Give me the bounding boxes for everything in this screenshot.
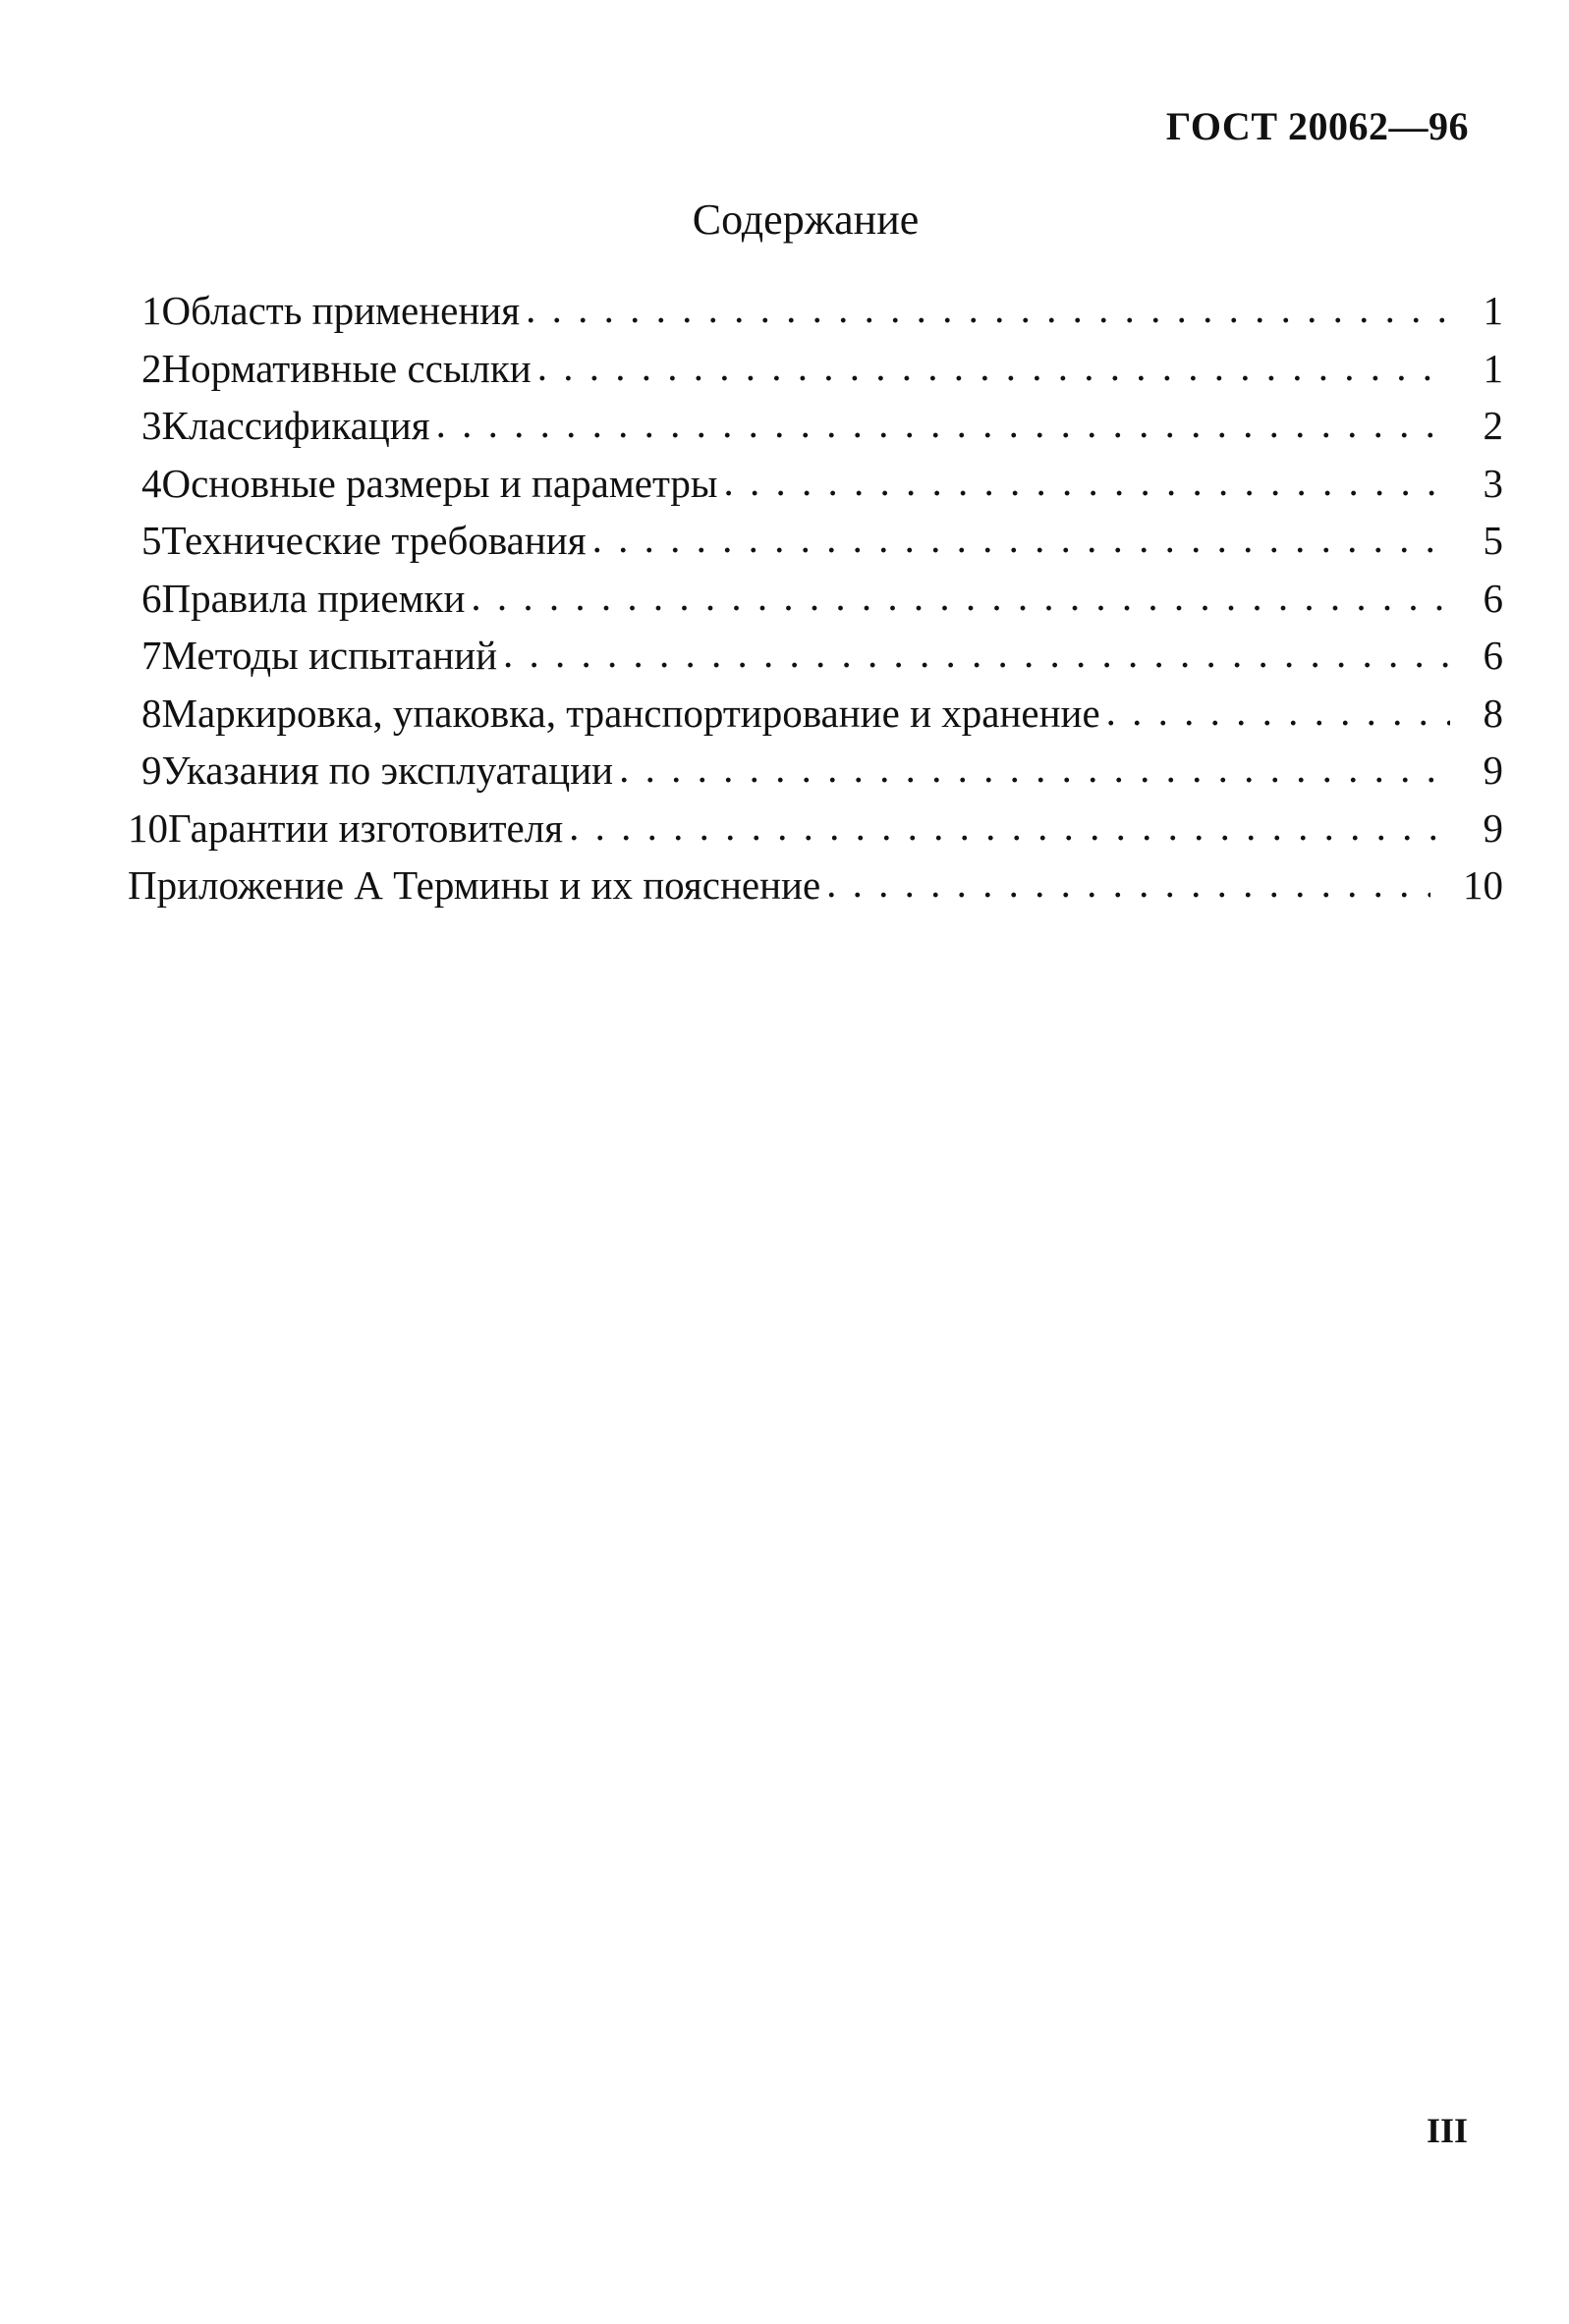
toc-leader-dots: [1106, 688, 1450, 735]
toc-item-page: 9: [1483, 804, 1503, 851]
document-code: ГОСТ 20062—96: [1165, 104, 1469, 148]
toc-item[interactable]: [128, 402, 1503, 460]
toc-item-label: Технические требования: [161, 518, 587, 563]
toc-item-number: 3: [141, 403, 162, 448]
toc-item-page: 8: [1483, 690, 1503, 736]
toc-item[interactable]: [128, 287, 1503, 345]
toc-item-label: Гарантии изготовителя: [168, 804, 564, 851]
toc-item-number: 1: [141, 288, 162, 333]
toc-leader-dots: [569, 802, 1450, 850]
toc-item[interactable]: [128, 747, 1503, 804]
toc-item-label: Маркировка, упаковка, транспортирование и хранение: [161, 690, 1100, 736]
toc-item[interactable]: [128, 460, 1503, 518]
toc-item-page: 6: [1483, 575, 1503, 621]
toc-title: Содержание: [692, 195, 920, 244]
toc-leader-dots: [826, 859, 1430, 907]
toc-item[interactable]: [128, 517, 1503, 575]
toc-leader-dots: [471, 573, 1450, 620]
toc-item-label: Область применения: [161, 288, 521, 333]
toc-item-number: 5: [141, 518, 162, 563]
page-number: III: [1426, 2111, 1468, 2150]
toc-leader-dots: [503, 630, 1450, 677]
toc-item[interactable]: [128, 632, 1503, 690]
toc-leader-dots: [592, 515, 1450, 562]
toc-item-label: Нормативные ссылки: [161, 345, 532, 391]
toc-item[interactable]: [128, 804, 1503, 862]
toc-item-label: Методы испытаний: [161, 633, 498, 678]
table-of-contents: [128, 287, 1503, 919]
toc-item-page: 5: [1483, 518, 1503, 563]
toc-leader-dots: [619, 745, 1450, 792]
toc-item-number: 6: [141, 575, 162, 621]
toc-item-number: 2: [141, 345, 162, 391]
toc-item-number: 10: [128, 804, 168, 851]
toc-item-number: 9: [141, 747, 162, 793]
toc-item-page: 1: [1483, 345, 1503, 391]
toc-item-page: 2: [1483, 403, 1503, 448]
toc-leader-dots: [526, 285, 1450, 332]
toc-item-page: 9: [1483, 747, 1503, 793]
toc-leader-dots: [537, 343, 1450, 390]
toc-item-number: 8: [141, 690, 162, 736]
toc-leader-dots: [436, 400, 1450, 447]
toc-item-label: Основные размеры и параметры: [161, 460, 718, 506]
toc-appendix-label: Приложение А Термины и их пояснение: [128, 862, 821, 908]
toc-item-label: Классификация: [161, 403, 430, 448]
toc-appendix-item[interactable]: [128, 861, 1503, 919]
toc-item[interactable]: [128, 345, 1503, 403]
toc-item-page: 1: [1483, 288, 1503, 333]
toc-item-label: Правила приемки: [161, 575, 466, 621]
toc-item-page: 3: [1483, 460, 1503, 506]
toc-item[interactable]: [128, 690, 1503, 747]
toc-leader-dots: [723, 458, 1450, 505]
toc-item-label: Указания по эксплуатации: [161, 747, 614, 793]
toc-item[interactable]: [128, 575, 1503, 633]
toc-appendix-page: 10: [1463, 862, 1503, 908]
toc-item-page: 6: [1483, 633, 1503, 678]
toc-item-number: 7: [141, 633, 162, 678]
toc-item-number: 4: [141, 460, 162, 506]
